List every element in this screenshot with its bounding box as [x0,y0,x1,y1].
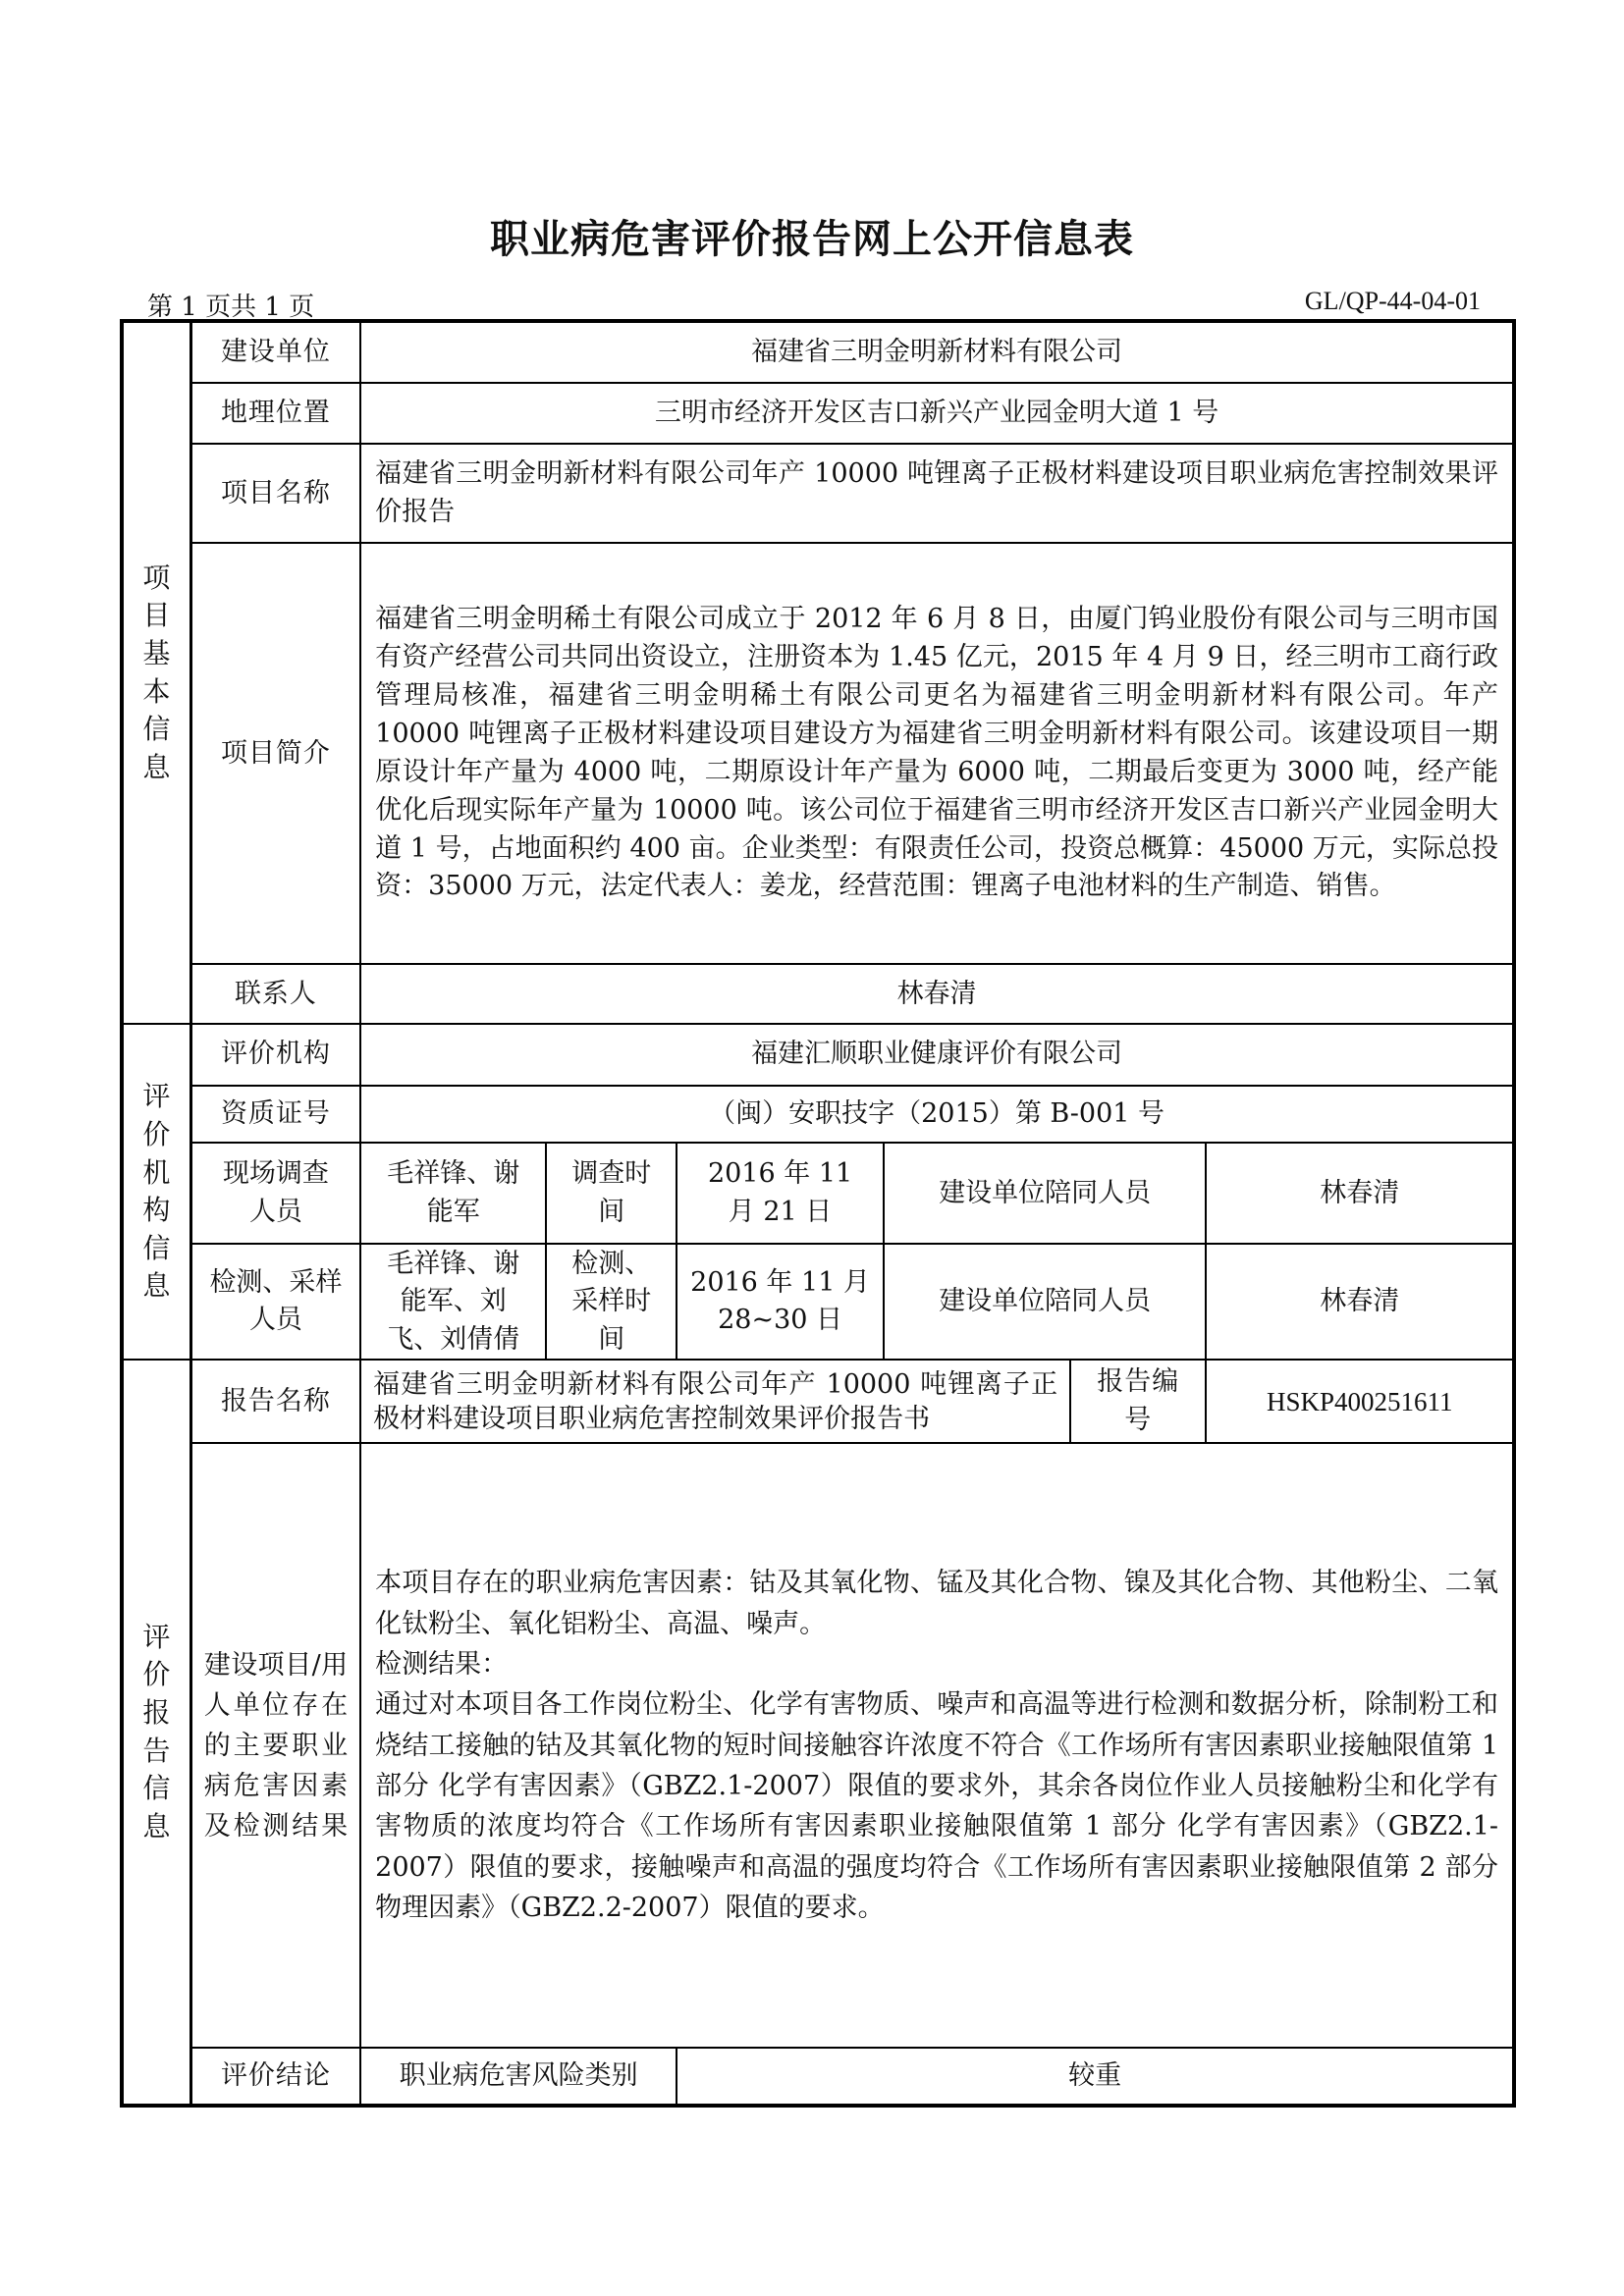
cert-label: 资质证号 [190,1086,360,1144]
row-report-name [122,1360,1514,1443]
report-number-label: 报告编号 [1070,1360,1206,1443]
contact-value: 林春清 [360,964,1514,1024]
survey-staff-value: 毛祥锋、谢能军 [360,1143,546,1244]
row-summary [122,543,1514,964]
hazards-paragraph-3: 通过对本项目各工作岗位粉尘、化学有害物质、噪声和高温等进行检测和数据分析，除制粉工和烧结工接触的钴及其氧化物的短时间接触容许浓度不符合《工作场所有害因素职业接触限值第 1 部分 化学有害因素》（GBZ2.1-2007）限值的要求外，其余各岗位作业人员接触粉尘和化学有害物质的浓度均符合《工作场所有害因素职业接触限值第 1 部分 化学有害因素》（GBZ2.1-2007）限值的要求，接触噪声和高温的强度均符合《工作场所有害因素职业接触限值第 2 部分 物理因素》（GBZ2.2-2007）限值的要求。 [375,1689,1498,1923]
sampling-accompany-label: 建设单位陪同人员 [884,1244,1207,1360]
section-report: 评价报告信息 [122,1360,190,2106]
summary-label: 项目简介 [190,543,360,964]
row-contact [122,964,1514,1024]
page-number: 第 1 页共 1 页 [147,293,315,322]
page-title: 职业病危害评价报告网上公开信息表 [490,217,1134,262]
project-name-value: 福建省三明金明新材料有限公司年产 10000 吨锂离子正极材料建设项目职业病危害控制效果评价报告 [360,444,1514,543]
report-name-label: 报告名称 [190,1360,360,1443]
risk-label: 职业病危害风险类别 [360,2048,677,2106]
survey-accompany-label: 建设单位陪同人员 [884,1143,1207,1244]
row-cert [122,1086,1514,1144]
agency-label: 评价机构 [190,1024,360,1086]
row-location [122,383,1514,445]
row-conclusion [122,2048,1514,2106]
location-value: 三明市经济开发区吉口新兴产业园金明大道 1 号 [360,383,1514,445]
form-code: GL/QP-44-04-01 [1304,287,1481,315]
summary-value: 福建省三明金明稀土有限公司成立于 2012 年 6 月 8 日，由厦门钨业股份有限公司与三明市国有资产经营公司共同出资设立，注册资本为 1.45 亿元，2015 年 4 月 9 日，经三明市工商行政管理局核准，福建省三明金明稀土有限公司更名为福建省三明金明新材料有限公司。年产 10000 吨锂离子正极材料建设项目建设方为福建省三明金明新材料有限公司。该建设项目一期原设计年产量为 4000 吨，二期原设计年产量为 6000 吨，二期最后变更为 3000 吨，经产能优化后现实际年产量为 10000 吨。该公司位于福建省三明市经济开发区吉口新兴产业园金明大道 1 号，占地面积约 400 亩。企业类型：有限责任公司，投资总概算：45000 万元，实际总投资：35000 万元，法定代表人：姜龙，经营范围：锂离子电池材料的生产制造、销售。 [360,543,1514,964]
row-survey [122,1143,1514,1244]
builder-value: 福建省三明金明新材料有限公司 [360,321,1514,383]
sampling-time-value: 2016 年 11 月 28~30 日 [677,1244,884,1360]
hazards-paragraph-1: 本项目存在的职业病危害因素：钴及其氧化物、锰及其化合物、镍及其化合物、其他粉尘、二氧化钛粉尘、氧化铝粉尘、高温、噪声。 [375,1568,1498,1639]
builder-label: 建设单位 [190,321,360,383]
row-hazards [122,1443,1514,2048]
location-label: 地理位置 [190,383,360,445]
row-agency [122,1024,1514,1086]
survey-time-value: 2016 年 11 月 21 日 [677,1143,884,1244]
sampling-time-label: 检测、采样时间 [546,1244,677,1360]
report-number-value: HSKP400251611 [1206,1360,1514,1443]
row-builder [122,321,1514,383]
report-name-value: 福建省三明金明新材料有限公司年产 10000 吨锂离子正极材料建设项目职业病危害控制效果评价报告书 [360,1360,1070,1443]
sampling-staff-value: 毛祥锋、谢能军、刘飞、刘倩倩 [360,1244,546,1360]
row-project-name [122,444,1514,543]
contact-label: 联系人 [190,964,360,1024]
sampling-accompany-value: 林春清 [1206,1244,1514,1360]
info-table [120,319,1516,2108]
survey-accompany-value: 林春清 [1206,1143,1514,1244]
conclusion-label: 评价结论 [190,2048,360,2106]
project-name-label: 项目名称 [190,444,360,543]
section-basic: 项目基本信息 [122,321,190,1024]
sampling-staff-label: 检测、采样人员 [190,1244,360,1360]
cert-value: （闽）安职技字（2015）第 B-001 号 [360,1086,1514,1144]
survey-staff-label: 现场调查人员 [190,1143,360,1244]
section-agency: 评价机构信息 [122,1024,190,1360]
survey-time-label: 调查时间 [546,1143,677,1244]
hazards-label: 建设项目/用人单位存在的主要职业病危害因素及检测结果 [190,1443,360,2048]
row-sampling [122,1244,1514,1360]
agency-value: 福建汇顺职业健康评价有限公司 [360,1024,1514,1086]
hazards-paragraph-2: 检测结果： [375,1649,509,1681]
risk-value: 较重 [677,2048,1514,2106]
